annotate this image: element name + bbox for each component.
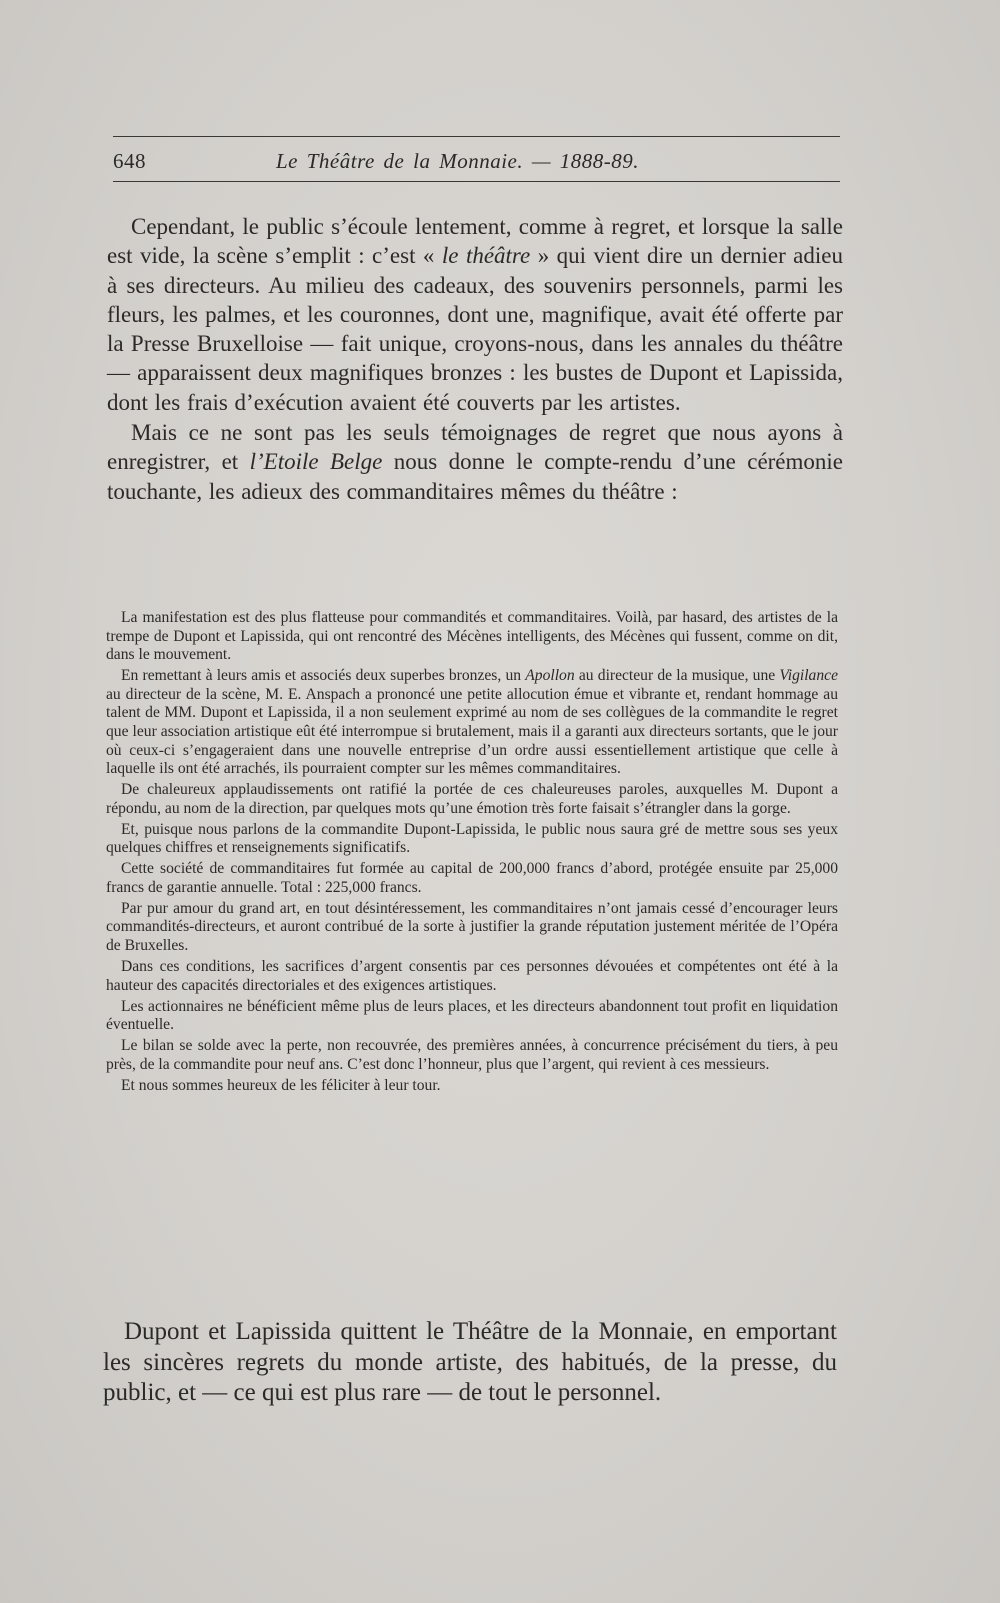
paragraph-text: Mais ce ne sont pas les seuls témoignages de regret que nous ayons à enregistrer, et (107, 420, 843, 475)
quote-text: au directeur de la scène, M. E. Anspach a prononcé une petite allocution émue et vibrante et, rendant hommage au talent de MM. Dupont et Lapissida, il a non seulement exprimé au nom de ses collègues de la commandite le regret que leur association artistique eût été interrompue si brutalement, mais il a garanti aux directeurs sortants, que le jour où ceux-ci s’engageraient dans une nouvelle entreprise d’un ordre aussi essentiellement artistique que celle à laquelle ils ont été arrachés, ils pourraient compter sur les mêmes commanditaires. (106, 685, 838, 778)
running-title: Le Théâtre de la Monnaie. — 1888-89. (276, 149, 640, 173)
quote-text: au directeur de la musique, une (574, 667, 780, 685)
quote-paragraph: Cette société de commanditaires fut formée au capital de 200,000 francs d’abord, protégée ensuite par 25,000 francs de garantie annuelle. Total : 225,000 francs. (106, 860, 838, 896)
paragraph-etoile-belge (107, 418, 843, 506)
header-top-rule (113, 136, 840, 137)
page-number: 648 (113, 149, 146, 173)
closing-text (103, 1317, 837, 1409)
quote-paragraph (106, 667, 838, 779)
quote-text: En remettant à leurs amis et associés deux superbes bronzes, un (121, 667, 526, 685)
closing-paragraph: Dupont et Lapissida quittent le Théâtre de la Monnaie, en emportant les sincères regrets du monde artiste, des habitués, de la presse, du public, et — ce qui est plus rare — de tout le personnel. (103, 1318, 837, 1406)
quote-paragraph: Les actionnaires ne bénéficient même plus de leurs places, et les directeurs abandonnent tout profit en liquidation éventuelle. (106, 997, 838, 1034)
paragraph-text: nous donne le compte-rendu d’une cérémonie touchante, les adieux des commanditaires mêmes du théâtre : (107, 449, 844, 504)
quote-paragraph: Et nous sommes heureux de les féliciter à leur tour. (121, 1076, 441, 1094)
italic-phrase: le théâtre (441, 243, 531, 269)
running-header (113, 144, 840, 178)
italic-word: Apollon (525, 667, 575, 685)
quote-paragraph: Et, puisque nous parlons de la commandite Dupont-Lapissida, le public nous saura gré de mettre sous ses yeux quelques chiffres et renseignements significatifs. (106, 820, 838, 857)
header-bottom-rule (113, 181, 840, 182)
main-text (107, 212, 843, 506)
italic-word: Vigilance (779, 667, 838, 685)
quote-paragraph: La manifestation est des plus flatteuse pour commandités et commanditaires. Voilà, par hasard, des artistes de la trempe de Dupont et Lapissida, qui ont rencontré des Mécènes intelligents, des Mécènes qui fussent, comme on dit, dans le mouvement. (106, 609, 838, 664)
quoted-article (106, 609, 838, 1095)
paragraph-text: » qui vient dire un dernier adieu à ses directeurs. Au milieu des cadeaux, des souvenirs personnels, parmi les fleurs, les palmes, et les couronnes, dont une, magnifique, avait été offerte par la Presse Bruxelloise — fait unique, croyons-nous, dans les annales du théâtre — apparaissent deux magnifiques bronzes : les bustes de Dupont et Lapissida, dont les frais d’exécution avaient été couverts par les artistes. (107, 243, 843, 415)
quote-paragraph: Par pur amour du grand art, en tout désintéressement, les commanditaires n’ont jamais cessé d’encourager leurs commandités-directeurs, et auront contribué de la sorte à justifier la grande réputation justement méritée de l’Opéra de Bruxelles. (106, 899, 838, 955)
paragraph-text: Cependant, le public s’écoule lentement, comme à regret, et lorsque la salle est vide, la scène s’emplit : c’est « (107, 214, 843, 269)
quote-paragraph: Le bilan se solde avec la perte, non recouvrée, des premières années, à concurrence précisément du tiers, à peu près, de la commandite pour neuf ans. C’est donc l’honneur, plus que l’argent, qui revient à ces messieurs. (106, 1037, 838, 1073)
quote-paragraph: Dans ces conditions, les sacrifices d’argent consentis par ces personnes dévouées et compétentes ont été à la hauteur des capacités directoriales et des exigences artistiques. (106, 958, 838, 994)
paragraph-farewell-scene (107, 212, 843, 417)
quote-paragraph: De chaleureux applaudissements ont ratifié la portée de ces chaleureuses paroles, auxquelles M. Dupont a répondu, au nom de la direction, par quelques mots qu’une émotion très forte faisait s’étrangler dans la gorge. (106, 781, 838, 817)
newspaper-title: l’Etoile Belge (249, 449, 383, 475)
